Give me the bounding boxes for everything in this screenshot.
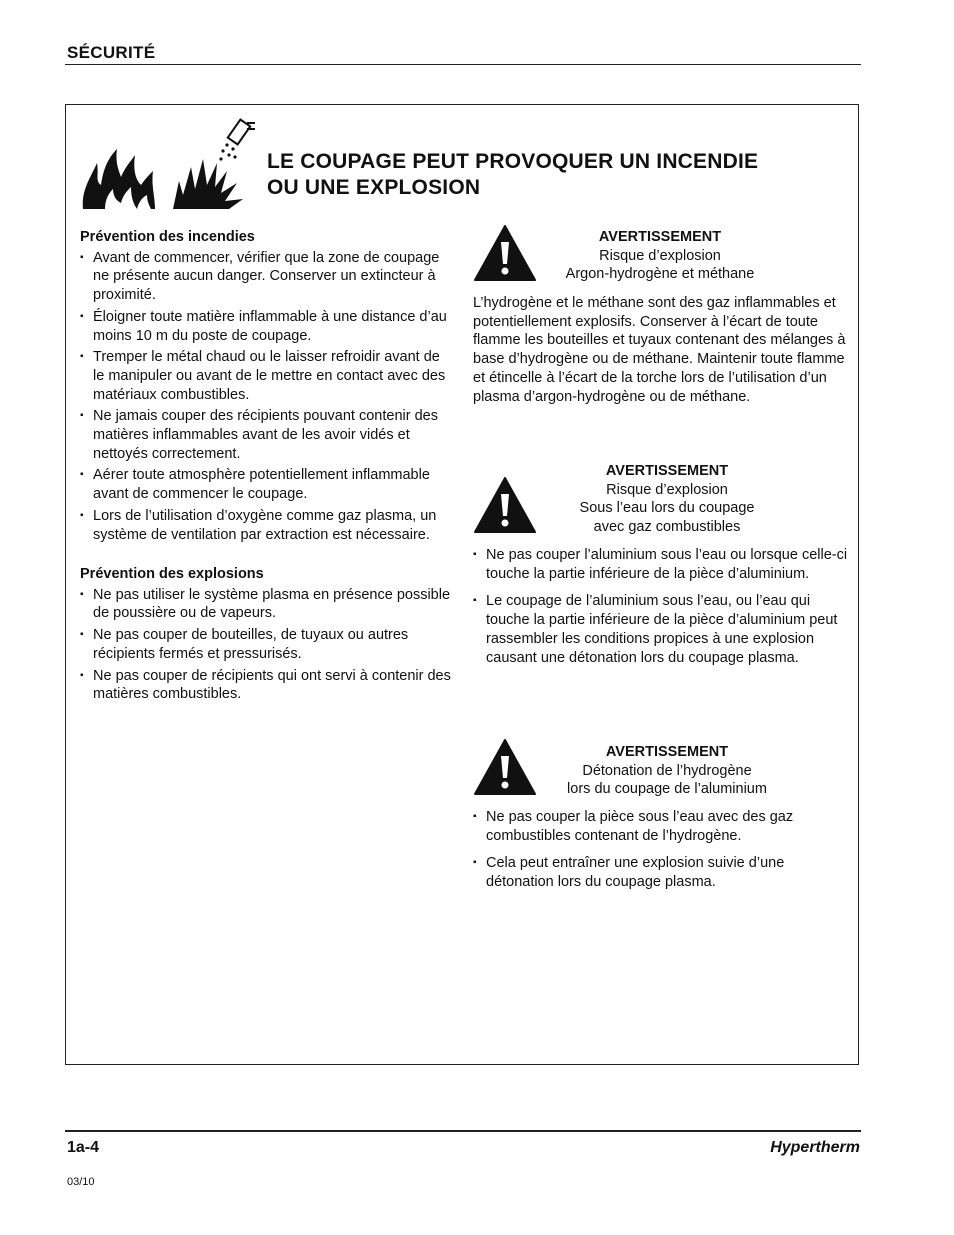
warning-3-heading: AVERTISSEMENT Détonation de l’hydrogène lors du coupage de l’aluminium: [552, 743, 782, 799]
list-item: ▪ Ne jamais couper des récipients pouvant contenir des matières inflammables avant de les avoir vidés et nettoyés correctement.: [80, 407, 452, 463]
warning-title: AVERTISSEMENT: [605, 744, 729, 760]
warning-1-heading: AVERTISSEMENT Risque d’explosion Argon-hydrogène et méthane: [545, 228, 775, 284]
warning-2-list: [473, 546, 851, 670]
revision-date: 03/10: [67, 1176, 95, 1188]
hazard-icons: [75, 115, 255, 215]
list-item: ▪ Aérer toute atmosphère potentiellement inflammable avant de commencer le coupage.: [80, 466, 452, 503]
fire-icon: [83, 149, 155, 209]
explosion-prevention-title: Prévention des explosions: [80, 566, 264, 582]
list-item: ▪ Ne pas couper de bouteilles, de tuyaux ou autres récipients fermés et pressurisés.: [80, 626, 452, 663]
fire-prevention-title: Prévention des incendies: [80, 229, 255, 245]
list-item: ▪ Ne pas utiliser le système plasma en présence possible de poussière ou de vapeurs.: [80, 586, 452, 623]
explosion-prevention-list: [80, 586, 452, 704]
warning-2-heading: AVERTISSEMENT Risque d’explosion Sous l’eau lors du coupage avec gaz combustibles: [552, 462, 782, 537]
brand-logo: Hypertherm: [770, 1139, 860, 1156]
section-header: SÉCURITÉ: [67, 43, 156, 62]
list-item: ▪ Le coupage de l’aluminium sous l’eau, ou l’eau qui touche la partie inférieure de la pièce d’aluminium peut rassembler les conditions propices à une explosion causant une détonation lors du coupage plasma.: [473, 592, 851, 667]
page-number: 1a-4: [67, 1139, 100, 1156]
page-title: LE COUPAGE PEUT PROVOQUER UN INCENDIE OU UNE EXPLOSION: [267, 150, 759, 199]
list-item: ▪ Avant de commencer, vérifier que la zone de coupage ne présente aucun danger. Conserver un extincteur à proximité.: [80, 249, 452, 305]
list-item: ▪ Ne pas couper la pièce sous l’eau avec des gaz combustibles contenant de l’hydrogène.: [473, 808, 851, 845]
warning-3-list: [473, 808, 851, 895]
explosion-prevention-section: [80, 565, 452, 707]
header-rule: [65, 64, 861, 65]
list-item: ▪ Cela peut entraîner une explosion suivie d’une détonation lors du coupage plasma.: [473, 854, 851, 891]
warning-1-paragraph: L’hydrogène et le méthane sont des gaz inflammables et potentiellement explosifs. Conserver à l’écart de toute flamme les bouteilles et tuyaux contenant des mélanges à base d’hydrogène ou de méthane. Maintenir toute flamme et étincelle à l’écart de la torche lors de l’utilisation d’un plasma d’argon-hydrogène ou de méthane.: [473, 295, 846, 405]
warning-triangle-icon: [473, 476, 537, 534]
list-item: ▪ Éloigner toute matière inflammable à une distance d’au moins 10 m du poste de coupage.: [80, 308, 452, 345]
warning-triangle-icon: [473, 738, 537, 796]
list-item: ▪ Ne pas couper de récipients qui ont servi à contenir des matières combustibles.: [80, 667, 452, 704]
warning-triangle-icon: [473, 224, 537, 282]
fire-prevention-list: [80, 249, 452, 545]
fire-prevention-section: [80, 228, 452, 547]
list-item: ▪ Ne pas couper l’aluminium sous l’eau ou lorsque celle-ci touche la partie inférieure de la pièce d’aluminium.: [473, 546, 851, 583]
list-item: ▪ Tremper le métal chaud ou le laisser refroidir avant de le manipuler ou avant de le mettre en contact avec des matériaux combustibles.: [80, 348, 452, 404]
footer-rule: [65, 1130, 861, 1132]
list-item: ▪ Lors de l’utilisation d’oxygène comme gaz plasma, un système de ventilation par extraction est nécessaire.: [80, 507, 452, 544]
warning-title: AVERTISSEMENT: [598, 229, 722, 245]
warning-title: AVERTISSEMENT: [605, 463, 729, 479]
torch-spark-explosion-icon: [173, 120, 255, 209]
